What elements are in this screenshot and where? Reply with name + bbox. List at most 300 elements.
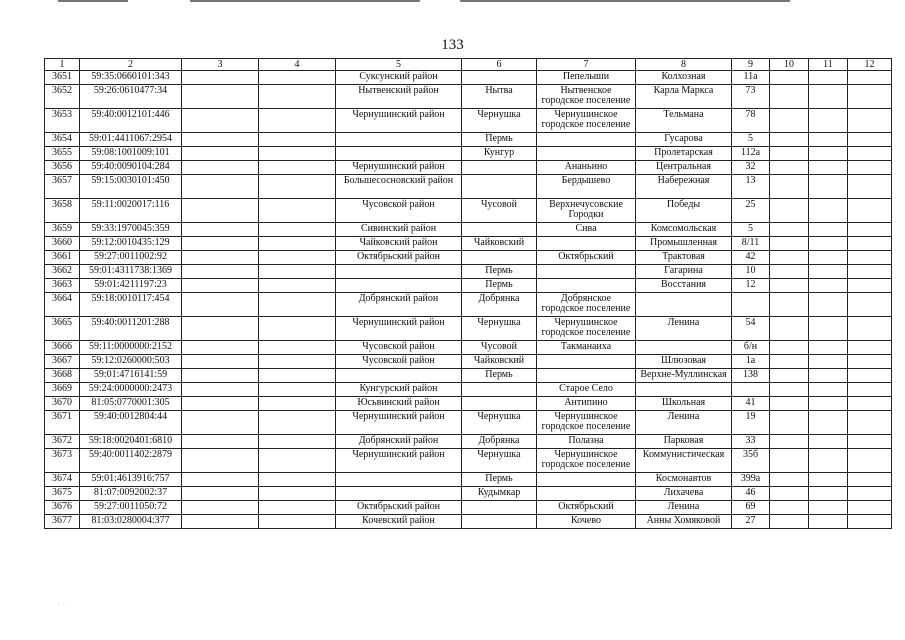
top-rule-mid [190, 0, 420, 2]
table-cell: 59:40:0011402:2879 [80, 449, 182, 473]
table-cell [259, 515, 336, 529]
table-cell [848, 85, 892, 109]
table-cell: 1а [732, 355, 770, 369]
table-cell: Чернушка [462, 449, 537, 473]
table-cell: Ананьино [537, 161, 636, 175]
table-row [45, 109, 892, 133]
table-cell: 3660 [45, 237, 80, 251]
table-cell [770, 369, 809, 383]
table-cell: 59:11:0000000:2152 [80, 341, 182, 355]
table-row [45, 501, 892, 515]
table-cell [259, 175, 336, 199]
table-cell [848, 341, 892, 355]
table-cell: 59:01:4411067:2954 [80, 133, 182, 147]
table-cell [636, 293, 732, 317]
table-row [45, 397, 892, 411]
table-cell [809, 251, 848, 265]
table-cell: 5 [732, 223, 770, 237]
table-cell: 3656 [45, 161, 80, 175]
table-cell: Чайковский [462, 355, 537, 369]
table-cell: 10 [732, 265, 770, 279]
table-cell: б/н [732, 341, 770, 355]
table-cell: 81:05:0770001:305 [80, 397, 182, 411]
table-cell [259, 369, 336, 383]
table-cell: Октябрьский [537, 251, 636, 265]
table-cell [259, 147, 336, 161]
table-cell [848, 199, 892, 223]
table-cell: Чайковский район [336, 237, 462, 251]
table-cell [770, 317, 809, 341]
table-cell: Добрянка [462, 435, 537, 449]
table-cell [809, 223, 848, 237]
table-cell: 3662 [45, 265, 80, 279]
table-cell [848, 223, 892, 237]
table-cell: Карла Маркса [636, 85, 732, 109]
table-cell [848, 175, 892, 199]
table-cell [809, 85, 848, 109]
table-cell [537, 265, 636, 279]
table-cell: Такманаиха [537, 341, 636, 355]
table-cell [182, 293, 259, 317]
table-cell: 59:40:0012101:446 [80, 109, 182, 133]
table-cell [259, 85, 336, 109]
table-cell: 59:18:0010117:454 [80, 293, 182, 317]
table-cell: 69 [732, 501, 770, 515]
table-cell: Октябрьский район [336, 251, 462, 265]
table-cell [848, 293, 892, 317]
table-cell [809, 237, 848, 251]
table-cell [848, 487, 892, 501]
table-cell [770, 397, 809, 411]
table-cell [732, 293, 770, 317]
table-cell [809, 411, 848, 435]
table-cell: 5 [732, 133, 770, 147]
table-cell [848, 355, 892, 369]
table-cell: Колхозная [636, 71, 732, 85]
table-cell: Добрянка [462, 293, 537, 317]
table-cell: Ленина [636, 317, 732, 341]
table-row [45, 237, 892, 251]
table-cell: Парковая [636, 435, 732, 449]
table-cell [809, 355, 848, 369]
table-cell: 35б [732, 449, 770, 473]
table-cell: 3672 [45, 435, 80, 449]
table-cell: Пермь [462, 133, 537, 147]
table-cell [462, 251, 537, 265]
table-cell: Старое Село [537, 383, 636, 397]
table-cell [259, 435, 336, 449]
scan-specks: · · [58, 600, 66, 609]
table-cell [848, 147, 892, 161]
table-cell: Промышленная [636, 237, 732, 251]
table-cell [259, 341, 336, 355]
table-row [45, 175, 892, 199]
table-cell: Чернушка [462, 317, 537, 341]
table-cell [770, 449, 809, 473]
table-cell: Чернушинский район [336, 411, 462, 435]
col-header: 1 [45, 59, 80, 71]
table-cell [336, 265, 462, 279]
table-cell: 59:27:0011050:72 [80, 501, 182, 515]
table-cell: 3674 [45, 473, 80, 487]
table-row [45, 251, 892, 265]
table-cell [848, 501, 892, 515]
table-cell [770, 473, 809, 487]
table-cell: 59:40:0012804:44 [80, 411, 182, 435]
table-cell: 59:12:0010435:129 [80, 237, 182, 251]
table-cell [848, 265, 892, 279]
table-cell: Чернушинское городское поселение [537, 411, 636, 435]
table-cell [462, 223, 537, 237]
table-cell: 59:08:1001009:101 [80, 147, 182, 161]
table-cell: 3673 [45, 449, 80, 473]
table-cell [770, 355, 809, 369]
table-cell [537, 147, 636, 161]
table-cell: 399а [732, 473, 770, 487]
table-cell [809, 147, 848, 161]
table-cell: Пермь [462, 265, 537, 279]
table-cell [182, 199, 259, 223]
table-cell: 3653 [45, 109, 80, 133]
table-cell: Нытвенское городское поселение [537, 85, 636, 109]
table-cell [770, 71, 809, 85]
table-cell [809, 369, 848, 383]
table-cell: 78 [732, 109, 770, 133]
col-header: 2 [80, 59, 182, 71]
table-cell: Комсомольская [636, 223, 732, 237]
table-cell: 33 [732, 435, 770, 449]
table-cell: Чернушинский район [336, 109, 462, 133]
table-cell: Гагарина [636, 265, 732, 279]
table-cell: Чернушинский район [336, 161, 462, 175]
table-cell [809, 175, 848, 199]
table-cell [259, 501, 336, 515]
table-row [45, 449, 892, 473]
table-cell: Юсьвинский район [336, 397, 462, 411]
table-cell: Верхнечусовские Городки [537, 199, 636, 223]
table-cell [809, 435, 848, 449]
table-cell: Нытва [462, 85, 537, 109]
table-cell [259, 383, 336, 397]
table-cell [182, 265, 259, 279]
table-cell: 138 [732, 369, 770, 383]
table-cell [848, 251, 892, 265]
table-row [45, 279, 892, 293]
table-cell: Победы [636, 199, 732, 223]
table-cell [259, 279, 336, 293]
table-cell [182, 161, 259, 175]
table-cell: 3661 [45, 251, 80, 265]
table-cell [259, 133, 336, 147]
table-cell [770, 293, 809, 317]
table-cell: Кунгур [462, 147, 537, 161]
table-cell [809, 279, 848, 293]
table-cell: 59:12:0260000:503 [80, 355, 182, 369]
table-cell: 12 [732, 279, 770, 293]
table-cell [537, 355, 636, 369]
page-number: 133 [441, 37, 464, 53]
col-header: 7 [537, 59, 636, 71]
table-cell [848, 411, 892, 435]
table-cell [259, 237, 336, 251]
table-cell: 3652 [45, 85, 80, 109]
table-cell: 3675 [45, 487, 80, 501]
table-cell: Чусовской район [336, 199, 462, 223]
table-cell [259, 355, 336, 369]
table-cell [848, 71, 892, 85]
table-cell: Полазна [537, 435, 636, 449]
table-cell [182, 355, 259, 369]
table-cell [259, 397, 336, 411]
table-cell [259, 223, 336, 237]
table-cell: 3657 [45, 175, 80, 199]
table-cell: 46 [732, 487, 770, 501]
table-cell: Пермь [462, 369, 537, 383]
table-row [45, 147, 892, 161]
table-cell [182, 473, 259, 487]
table-cell [182, 279, 259, 293]
table-row [45, 293, 892, 317]
table-cell [336, 147, 462, 161]
table-cell: Трактовая [636, 251, 732, 265]
table-cell [259, 161, 336, 175]
table-cell [809, 265, 848, 279]
table-cell [182, 383, 259, 397]
table-cell: 19 [732, 411, 770, 435]
table-cell: Чернушинское городское поселение [537, 109, 636, 133]
table-cell: 59:26:0610477:34 [80, 85, 182, 109]
header-row [45, 59, 892, 71]
top-rule-left [58, 0, 128, 2]
col-header: 9 [732, 59, 770, 71]
table-cell [809, 383, 848, 397]
table-cell [336, 487, 462, 501]
table-cell: Верхне-Муллинская [636, 369, 732, 383]
top-rule-right [460, 0, 790, 2]
table-cell [182, 449, 259, 473]
table-cell: 73 [732, 85, 770, 109]
col-header: 8 [636, 59, 732, 71]
table-row [45, 341, 892, 355]
table-cell [770, 161, 809, 175]
table-cell [182, 175, 259, 199]
table-cell: Кочево [537, 515, 636, 529]
table-cell: Пермь [462, 473, 537, 487]
table-cell: 59:01:4211197:23 [80, 279, 182, 293]
table-cell [182, 223, 259, 237]
table-cell [809, 133, 848, 147]
table-cell: Лихачева [636, 487, 732, 501]
table-cell [537, 237, 636, 251]
table-cell [809, 515, 848, 529]
table-cell [636, 341, 732, 355]
table-cell [182, 85, 259, 109]
table-cell [336, 133, 462, 147]
table-cell: 54 [732, 317, 770, 341]
table-cell [462, 515, 537, 529]
table-cell: 3666 [45, 341, 80, 355]
table-cell [182, 515, 259, 529]
table-cell: 59:01:4311738:1369 [80, 265, 182, 279]
table-cell: 59:33:1970045:359 [80, 223, 182, 237]
col-header: 4 [259, 59, 336, 71]
table-cell: Чусовой [462, 199, 537, 223]
table-cell [462, 175, 537, 199]
table-cell [848, 317, 892, 341]
table-cell [770, 383, 809, 397]
table-row [45, 515, 892, 529]
table-cell: 59:18:0020401:6810 [80, 435, 182, 449]
table-cell: 59:27:0011002:92 [80, 251, 182, 265]
table-cell [809, 341, 848, 355]
col-header: 10 [770, 59, 809, 71]
table-cell [770, 435, 809, 449]
table-cell: 81:03:0280004:377 [80, 515, 182, 529]
table-cell: 59:01:4613916:757 [80, 473, 182, 487]
table-cell: 3655 [45, 147, 80, 161]
table-cell [182, 237, 259, 251]
register-table [44, 58, 892, 529]
table-cell [732, 383, 770, 397]
table-cell [462, 161, 537, 175]
table-cell: Пермь [462, 279, 537, 293]
table-cell: 59:24:0000000:2473 [80, 383, 182, 397]
table-cell [259, 251, 336, 265]
table-cell: Чусовской район [336, 341, 462, 355]
col-header: 12 [848, 59, 892, 71]
table-cell [770, 147, 809, 161]
table-cell: 59:35:0660101:343 [80, 71, 182, 85]
table-row [45, 199, 892, 223]
table-cell: Тельмана [636, 109, 732, 133]
table-cell [462, 501, 537, 515]
table-cell: Нытвенский район [336, 85, 462, 109]
table-cell [809, 449, 848, 473]
table-cell: Чусовской район [336, 355, 462, 369]
table-cell [770, 341, 809, 355]
table-cell: Чернушинское городское поселение [537, 449, 636, 473]
table-cell [537, 133, 636, 147]
table-cell: Чусовой [462, 341, 537, 355]
table-row [45, 435, 892, 449]
table-cell: Чайковский [462, 237, 537, 251]
table-cell: Октябрьский район [336, 501, 462, 515]
table-cell: 8/11 [732, 237, 770, 251]
table-cell: Кочевский район [336, 515, 462, 529]
table-cell [848, 435, 892, 449]
table-cell [259, 449, 336, 473]
table-row [45, 85, 892, 109]
table-cell: 42 [732, 251, 770, 265]
table-cell: 3658 [45, 199, 80, 223]
table-cell: Добрянское городское поселение [537, 293, 636, 317]
table-cell [848, 449, 892, 473]
table-cell [182, 501, 259, 515]
table-cell: Ленина [636, 501, 732, 515]
table-cell: Антипино [537, 397, 636, 411]
table-cell [770, 85, 809, 109]
table-cell [848, 133, 892, 147]
table-cell [770, 515, 809, 529]
table-cell [848, 473, 892, 487]
table-cell [259, 71, 336, 85]
table-cell: Центральная [636, 161, 732, 175]
table-cell [809, 487, 848, 501]
table-cell [182, 147, 259, 161]
table-cell: 41 [732, 397, 770, 411]
table-cell [259, 317, 336, 341]
table-row [45, 383, 892, 397]
table-row [45, 317, 892, 341]
table-cell: 3670 [45, 397, 80, 411]
table-cell [182, 487, 259, 501]
table-cell: 3669 [45, 383, 80, 397]
table-cell [770, 411, 809, 435]
table-cell [182, 317, 259, 341]
table-cell [809, 473, 848, 487]
table-cell [182, 435, 259, 449]
table-cell [809, 199, 848, 223]
table-cell [182, 369, 259, 383]
table-cell: Чернушинский район [336, 317, 462, 341]
table-cell: Коммунистическая [636, 449, 732, 473]
table-cell [809, 293, 848, 317]
table-row [45, 411, 892, 435]
table-cell [182, 109, 259, 133]
table-cell [809, 397, 848, 411]
table-cell: 3671 [45, 411, 80, 435]
table-cell: 59:15:0030101:450 [80, 175, 182, 199]
table-cell: 59:01:4716141:59 [80, 369, 182, 383]
table-cell [848, 515, 892, 529]
table-cell: Набережная [636, 175, 732, 199]
table-cell: 3663 [45, 279, 80, 293]
table-cell [336, 473, 462, 487]
table-cell [770, 279, 809, 293]
table-cell [182, 397, 259, 411]
table-cell [182, 411, 259, 435]
table-cell: 81:07:0092002:37 [80, 487, 182, 501]
table-cell [770, 133, 809, 147]
table-cell [259, 473, 336, 487]
table-cell: 32 [732, 161, 770, 175]
table-cell: Анны Хомяковой [636, 515, 732, 529]
table-cell: Бердышево [537, 175, 636, 199]
table-cell [809, 161, 848, 175]
table-row [45, 473, 892, 487]
table-cell [848, 383, 892, 397]
table-cell: 3667 [45, 355, 80, 369]
table-cell: Школьная [636, 397, 732, 411]
table-row [45, 369, 892, 383]
table-cell: Чернушинское городское поселение [537, 317, 636, 341]
table-cell: Добрянский район [336, 293, 462, 317]
table-cell: Суксунский район [336, 71, 462, 85]
table-cell: Восстания [636, 279, 732, 293]
table-cell: Сивинский район [336, 223, 462, 237]
table-cell: Кунгурский район [336, 383, 462, 397]
table-cell: 3665 [45, 317, 80, 341]
table-cell [537, 279, 636, 293]
table-cell: Шлюзовая [636, 355, 732, 369]
table-cell [259, 293, 336, 317]
table-cell [770, 199, 809, 223]
table-cell: Пролетарская [636, 147, 732, 161]
table-cell [259, 411, 336, 435]
table-cell: 13 [732, 175, 770, 199]
table-row [45, 265, 892, 279]
table-cell: Гусарова [636, 133, 732, 147]
